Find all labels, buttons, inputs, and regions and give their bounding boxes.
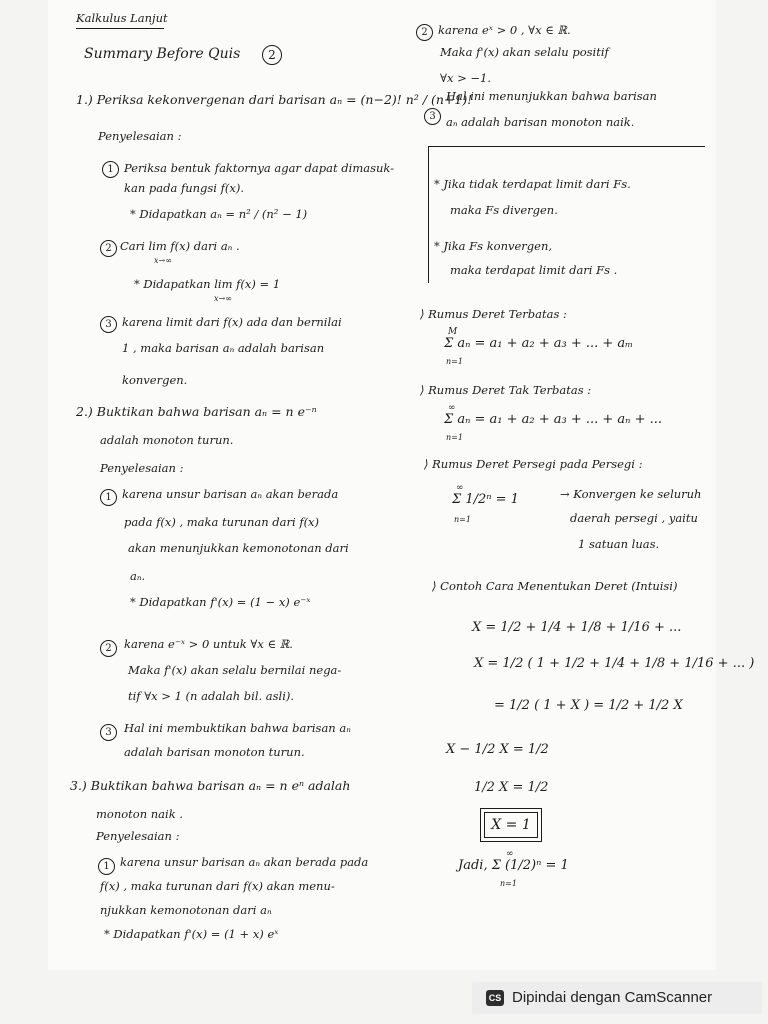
- q3-question: 3.) Buktikan bahwa barisan aₙ = n eⁿ adalah: [70, 778, 351, 793]
- q1-step2-limit-sub: x→∞: [154, 256, 172, 265]
- box-line2: maka Fs divergen.: [450, 203, 558, 217]
- r-step2-line3: ∀x > −1.: [440, 71, 491, 85]
- example-line5: 1/2 X = 1/2: [474, 780, 549, 795]
- q2-step1-number: 1: [100, 489, 117, 506]
- square-note-line1: → Konvergen ke seluruh: [560, 487, 702, 501]
- example-conclusion: Jadi, Σ (1/2)ⁿ = 1: [458, 858, 569, 873]
- q1-question: 1.) Periksa kekonvergenan dari barisan aₙ = (n−2)! n² / (n+1)!: [76, 92, 473, 107]
- q3-step1-line1: karena unsur barisan aₙ akan berada pada: [120, 855, 369, 869]
- camscanner-watermark: [472, 982, 762, 1014]
- r-step2-line2: Maka f'(x) akan selalu positif: [440, 45, 609, 59]
- q1-step1-line2: kan pada fungsi f(x).: [124, 181, 245, 195]
- q1-step1-number: 1: [102, 161, 119, 178]
- infinite-series-lower: n=1: [446, 433, 463, 442]
- header-underline: [76, 28, 164, 29]
- q2-step1-line4: aₙ.: [130, 569, 146, 583]
- finite-series-lower: n=1: [446, 357, 463, 366]
- q1-step1-result: * Didapatkan aₙ = n² / (n² − 1): [130, 207, 308, 221]
- q1-step2-line1: Cari lim f(x) dari aₙ .: [120, 239, 240, 253]
- q3-step1-line2: f(x) , maka turunan dari f(x) akan menu-: [100, 879, 335, 893]
- q2-question-line2: adalah monoton turun.: [100, 433, 234, 447]
- q2-solution-label: Penyelesaian :: [100, 461, 184, 475]
- q3-step1-line3: njukkan kemonotonan dari aₙ: [100, 903, 272, 917]
- q2-step1-line3: akan menunjukkan kemonotonan dari: [128, 541, 349, 555]
- q2-step3-line1: Hal ini membuktikan bahwa barisan aₙ: [124, 721, 351, 735]
- square-note-line3: 1 satuan luas.: [578, 537, 660, 551]
- example-conclusion-upper: ∞: [506, 849, 514, 859]
- q1-step2-number: 2: [100, 240, 117, 257]
- example-line1: X = 1/2 + 1/4 + 1/8 + 1/16 + ...: [472, 620, 682, 635]
- q2-step2-line2: Maka f'(x) akan selalu bernilai nega-: [128, 663, 342, 677]
- q2-step1-result: * Didapatkan f'(x) = (1 − x) e⁻ˣ: [130, 595, 311, 609]
- finite-series-formula: Σ aₙ = a₁ + a₂ + a₃ + ... + aₘ: [444, 336, 634, 351]
- course-header: Kalkulus Lanjut: [76, 11, 168, 25]
- r-step2-line1: karena eˣ > 0 , ∀x ∈ ℝ.: [438, 23, 571, 37]
- box-line4: maka terdapat limit dari Fs .: [450, 263, 618, 277]
- r-step3-line1: Hal ini menunjukkan bahwa barisan: [446, 89, 657, 103]
- example-title: ⟩ Contoh Cara Menentukan Deret (Intuisi): [432, 579, 678, 593]
- q1-step2-result: * Didapatkan lim f(x) = 1: [134, 277, 281, 291]
- q1-solution-label: Penyelesaian :: [98, 129, 182, 143]
- q1-step3-line2: 1 , maka barisan aₙ adalah barisan: [122, 341, 325, 355]
- q3-step1-number: 1: [98, 858, 115, 875]
- q2-step3-number: 3: [100, 724, 117, 741]
- infinite-series-formula: Σ aₙ = a₁ + a₂ + a₃ + ... + aₙ + ...: [444, 412, 662, 427]
- square-note-line2: daerah persegi , yaitu: [570, 511, 698, 525]
- example-line4: X − 1/2 X = 1/2: [446, 742, 549, 757]
- square-series-title: ⟩ Rumus Deret Persegi pada Persegi :: [424, 457, 643, 471]
- q3-solution-label: Penyelesaian :: [96, 829, 180, 843]
- page-title: Summary Before Quis: [84, 46, 241, 62]
- result-box: X = 1: [484, 812, 538, 838]
- q2-step3-line2: adalah barisan monoton turun.: [124, 745, 305, 759]
- q1-step2-result-sub: x→∞: [214, 294, 232, 303]
- q1-step3-line3: konvergen.: [122, 373, 188, 387]
- r-step3-line2: aₙ adalah barisan monoton naik.: [446, 115, 635, 129]
- square-series-upper: ∞: [456, 483, 464, 493]
- q3-question-line2: monoton naik .: [96, 807, 183, 821]
- r-step3-number: 3: [424, 108, 441, 125]
- q2-step2-line1: karena e⁻ˣ > 0 untuk ∀x ∈ ℝ.: [124, 637, 293, 651]
- q3-step1-result: * Didapatkan f'(x) = (1 + x) eˣ: [104, 927, 279, 941]
- q2-step1-line2: pada f(x) , maka turunan dari f(x): [124, 515, 320, 529]
- example-conclusion-lower: n=1: [500, 879, 517, 888]
- example-line2: X = 1/2 ( 1 + 1/2 + 1/4 + 1/8 + 1/16 + ... ): [474, 656, 755, 671]
- square-series-formula: Σ 1/2ⁿ = 1: [452, 492, 519, 507]
- box-line3: * Jika Fs konvergen,: [434, 239, 553, 253]
- r-step2-number: 2: [416, 24, 433, 41]
- camscanner-logo-icon: CS: [486, 990, 504, 1006]
- infinite-series-upper: ∞: [448, 403, 456, 413]
- q2-step2-line3: tif ∀x > 1 (n adalah bil. asli).: [128, 689, 295, 703]
- q2-step2-number: 2: [100, 640, 117, 657]
- example-line3: = 1/2 ( 1 + X ) = 1/2 + 1/2 X: [494, 698, 683, 713]
- camscanner-text: Dipindai dengan CamScanner: [512, 989, 713, 1006]
- title-number: 2: [262, 45, 282, 65]
- q1-step1-line1: Periksa bentuk faktornya agar dapat dimasuk-: [124, 161, 395, 175]
- finite-series-upper: M: [448, 327, 458, 337]
- infinite-series-title: ⟩ Rumus Deret Tak Terbatas :: [420, 383, 592, 397]
- q2-step1-line1: karena unsur barisan aₙ akan berada: [122, 487, 339, 501]
- q1-step3-number: 3: [100, 316, 117, 333]
- box-line1: * Jika tidak terdapat limit dari Fs.: [434, 177, 631, 191]
- square-series-lower: n=1: [454, 515, 471, 524]
- finite-series-title: ⟩ Rumus Deret Terbatas :: [420, 307, 567, 321]
- q1-step3-line1: karena limit dari f(x) ada dan bernilai: [122, 315, 342, 329]
- q2-question: 2.) Buktikan bahwa barisan aₙ = n e⁻ⁿ: [76, 404, 317, 419]
